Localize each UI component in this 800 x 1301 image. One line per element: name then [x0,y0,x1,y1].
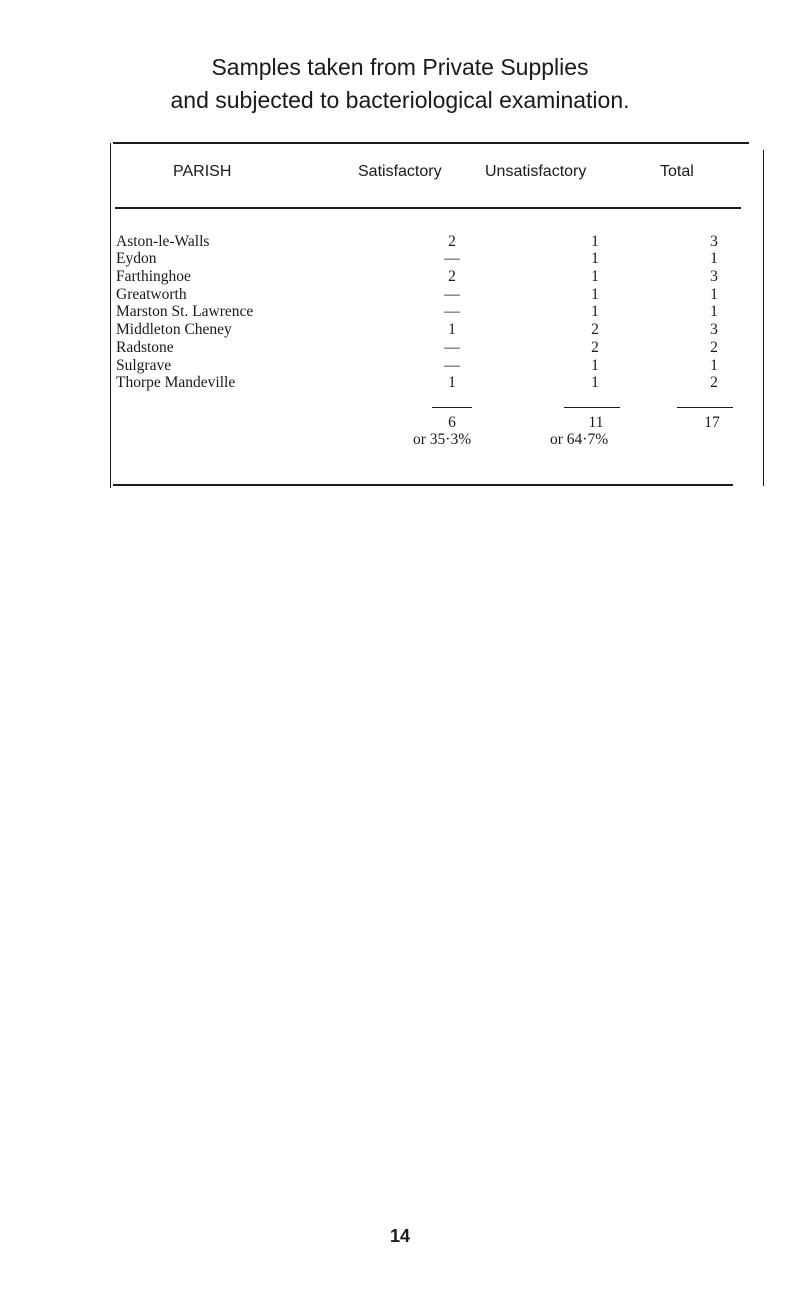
header-total: Total [660,163,694,180]
unsatisfactory-cell: 1 [591,286,599,303]
table-bottom-rule [113,484,733,486]
satisfactory-cell: — [444,250,460,267]
parish-cell: Eydon [116,250,157,267]
total-cell: 3 [710,268,718,285]
satisfactory-percentage: or 35·3% [413,431,472,448]
unsatisfactory-total: 11 [588,414,604,431]
parish-cell: Radstone [116,339,174,356]
total-cell: 2 [710,374,718,391]
satisfactory-cell: — [444,339,460,356]
page-number: 14 [389,1226,411,1246]
total-cell: 1 [710,286,718,303]
satisfactory-cell: — [444,303,460,320]
unsatisfactory-cell: 2 [591,339,599,356]
unsatisfactory-cell: 1 [591,250,599,267]
table-right-rule [763,150,764,486]
satisfactory-cell: 2 [448,233,456,250]
satisfactory-cell: — [444,286,460,303]
unsatisfactory-cell: 1 [591,233,599,250]
header-parish: PARISH [173,163,232,180]
parish-cell: Sulgrave [116,357,172,374]
total-cell: 2 [710,339,718,356]
total-cell: 3 [710,233,718,250]
total-cell: 1 [710,250,718,267]
header-bottom-rule [115,207,741,209]
parish-cell: Marston St. Lawrence [116,303,254,320]
satisfactory-cell: 1 [448,374,456,391]
unsatisfactory-cell: 1 [591,357,599,374]
unsatisfactory-percentage: or 64·7% [550,431,609,448]
satisfactory-total: 6 [448,414,456,431]
unsatisfactory-cell: 1 [591,303,599,320]
unsatisfactory-cell: 2 [591,321,599,338]
table-top-rule [113,142,749,144]
parish-cell: Middleton Cheney [116,321,232,338]
title-line-2: and subjected to bacteriological examination. [170,87,630,113]
title-line-1: Samples taken from Private Supplies [211,54,589,80]
satisfactory-cell: 2 [448,268,456,285]
total-cell: 1 [710,303,718,320]
satisfactory-cell: — [444,357,460,374]
header-unsatisfactory: Unsatisfactory [485,163,587,180]
total-cell: 1 [710,357,718,374]
satisfactory-cell: 1 [448,321,456,338]
unsatisfactory-cell: 1 [591,374,599,391]
table-left-rule [110,143,111,488]
total-cell: 3 [710,321,718,338]
unsatisfactory-cell: 1 [591,268,599,285]
unsatisfactory-sum-line [564,407,620,408]
satisfactory-sum-line [432,407,472,408]
parish-cell: Aston-le-Walls [116,233,210,250]
header-satisfactory: Satisfactory [358,163,442,180]
parish-cell: Greatworth [116,286,187,303]
total-sum-line [677,407,733,408]
grand-total: 17 [704,414,720,431]
parish-cell: Farthinghoe [116,268,191,285]
parish-cell: Thorpe Mandeville [116,374,236,391]
